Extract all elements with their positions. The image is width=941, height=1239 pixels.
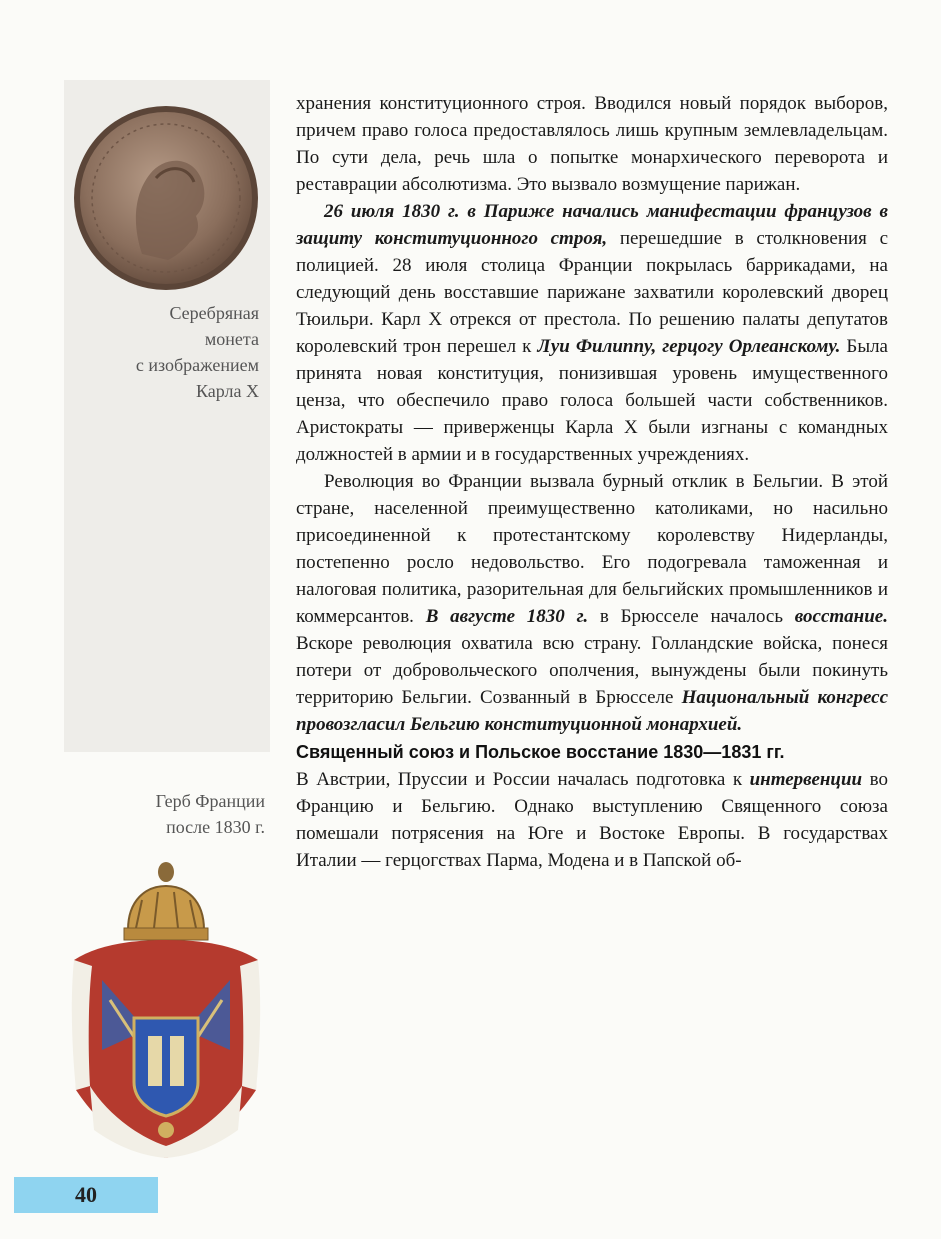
silver-coin-image <box>72 104 260 292</box>
section-heading: Священный союз и Польское восстание 1830—1831 гг. <box>296 742 785 762</box>
crest-caption: Герб Франции после 1830 г. <box>155 791 265 837</box>
paragraph: хранения конституционного строя. Вводился новый порядок выборов, причем право голоса предоставлялось лишь крупным землевладельцам. По сути дела, речь шла о попытке монархического переворота и реставрации абсолютизма. Это вызвало возмущение парижан. <box>296 93 888 195</box>
coat-of-arms-image <box>66 850 266 1162</box>
coin-caption: Серебряная монета с изображением Карла X <box>135 303 259 401</box>
paragraph: 26 июля 1830 г. в Париже начались манифестации французов в защиту конституционного строя, перешедшие в столкновения с полицией. 28 июля столица Франции покрылась баррикадами, на следующий день восставшие парижане захватили королевский дворец Тюильри. Карл X отрекся от престола. По решению палаты депутатов королевский трон перешел к Луи Филиппу, герцогу Орлеанскому. Была принята новая конституция, понизившая уровень имущественного ценза, что обеспечило право голоса большей части собственников. Аристократы — приверженцы Карла X были изгнаны с командных должностей в армии и в государственных учреждениях. <box>296 201 889 465</box>
page-number: 40 <box>14 1177 158 1213</box>
paragraph: Революция во Франции вызвала бурный отклик в Бельгии. В этой стране, населенной преимущественно католиками, но насильно присоединенной к протестантскому королевству Нидерланды, постепенно росло недовольство. Его подогревала таможенная и налоговая политика, разорительная для бельгийских промышленников и коммерсантов. В августе 1830 г. в Брюсселе началось восстание. Вскоре революция охватила всю страну. Голландские войска, понеся потери от добровольческого ополчения, вынуждены были покинуть территорию Бельгии. Созванный в Брюсселе Национальный конгресс провозгласил Бельгию конституционной монархией. <box>296 471 888 735</box>
main-text <box>296 90 888 874</box>
paragraph: В Австрии, Пруссии и России началась подготовка к интервенции во Францию и Бельгию. Однако выступлению Священного союза помешали потрясения на Юге и Востоке Европы. В государствах Италии — герцогствах Парма, Модена и в Папской об- <box>296 769 888 871</box>
